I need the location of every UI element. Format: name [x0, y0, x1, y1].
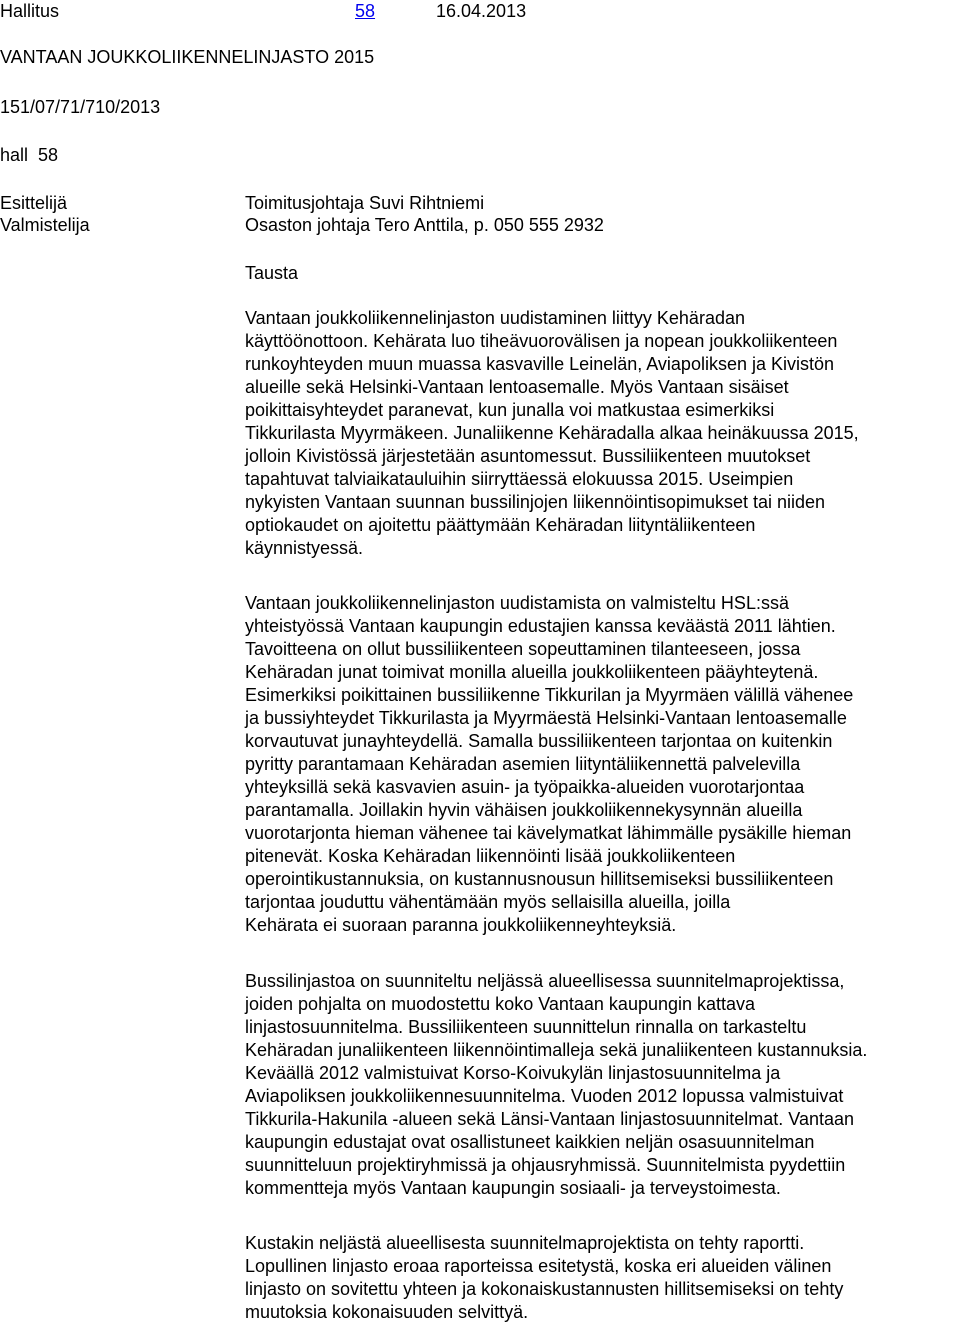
- paragraph-line: runkoyhteyden muun muassa kasvaville Leinelän, Aviapoliksen ja Kivistön: [245, 354, 835, 374]
- paragraph-line: Esimerkiksi poikittainen bussiliikenne Tikkurilan ja Myyrmäen välillä vähenee: [245, 685, 854, 705]
- paragraph-line: parantamalla. Joillakin hyvin vähäisen joukkoliikennekysynnän alueilla: [245, 800, 803, 820]
- paragraph-line: vuorotarjonta hieman vähenee tai kävelymatkat lähimmälle pysäkille hieman: [245, 823, 852, 843]
- paragraph-line: yhteyksillä sekä kasvavien asuin- ja työpaikka-alueiden vuorotarjontaa: [245, 777, 805, 797]
- paragraph-line: Tikkurila-Hakunila -alueen sekä Länsi-Vantaan linjastosuunnitelmat. Vantaan: [245, 1109, 855, 1129]
- preparer-label: Valmistelija: [0, 215, 90, 235]
- paragraph-line: korvautuvat junayhteydellä. Samalla bussiliikenteen tarjontaa on kuitenkin: [245, 731, 833, 751]
- paragraph-line: Keväällä 2012 valmistuivat Korso-Koivukylän linjastosuunnitelma ja: [245, 1063, 781, 1083]
- paragraph-line: Tavoitteena on ollut bussiliikenteen sopeuttaminen tilanteeseen, jossa: [245, 639, 801, 659]
- paragraph-line: Kehäradan junaliikenteen liikennöintimalleja sekä junaliikenteen kustannuksia.: [245, 1040, 868, 1060]
- paragraph-line: suunnitteluun projektiryhmissä ja ohjausryhmissä. Suunnitelmista pyydettiin: [245, 1155, 846, 1175]
- paragraph-line: Kehäradan junat toimivat monilla alueilla joukkoliikenteen pääyhteytenä.: [245, 662, 819, 682]
- paragraph-line: joiden pohjalta on muodostettu koko Vantaan kaupungin kattava: [245, 994, 756, 1014]
- paragraph-line: muutoksia kokonaisuuden selvittyä.: [245, 1302, 529, 1322]
- paragraph-line: Vantaan joukkoliikennelinjaston uudistamista on valmisteltu HSL:ssä: [245, 593, 789, 613]
- paragraph-line: Aviapoliksen joukkoliikennesuunnitelma. Vuoden 2012 lopussa valmistuivat: [245, 1086, 844, 1106]
- paragraph-line: operointikustannuksia, on kustannusnousun hillitsemiseksi bussiliikenteen: [245, 869, 834, 889]
- header-date: 16.04.2013: [436, 1, 527, 21]
- paragraph-line: jolloin Kivistössä järjestetään asuntomessut. Bussiliikenteen muutokset: [245, 446, 811, 466]
- paragraph-line: Kustakin neljästä alueellisesta suunnitelmaprojektista on tehty raportti.: [245, 1233, 805, 1253]
- paragraph-line: tarjontaa jouduttu vähentämään myös sellaisilla alueilla, joilla: [245, 892, 731, 912]
- section-number-link[interactable]: 58: [355, 1, 376, 21]
- paragraph-line: pitenevät. Koska Kehäradan liikennöinti lisää joukkoliikenteen: [245, 846, 736, 866]
- paragraph-line: käynnistyessä.: [245, 538, 364, 558]
- paragraph-line: nykyisten Vantaan suunnan bussilinjojen liikennöintisopimukset tai niiden: [245, 492, 826, 512]
- paragraph-line: kaupungin edustajat ovat osallistuneet kaikkien neljän osasuunnitelman: [245, 1132, 815, 1152]
- preparer-value: Osaston johtaja Tero Anttila, p. 050 555 2932: [245, 215, 604, 235]
- paragraph-line: pyritty parantamaan Kehäradan asemien liityntäliikennettä palvelevilla: [245, 754, 801, 774]
- paragraph-line: käyttöönottoon. Kehärata luo tiheävuorovälisen ja nopean joukkoliikenteen: [245, 331, 838, 351]
- paragraph-line: Tikkurilasta Myyrmäkeen. Junaliikenne Kehäradalla alkaa heinäkuussa 2015,: [245, 423, 859, 443]
- header-body: Hallitus: [0, 1, 60, 21]
- reference: hall 58: [0, 145, 59, 165]
- paragraph-line: optiokaudet on ajoitettu päättymään Kehäradan liityntäliikenteen: [245, 515, 756, 535]
- paragraph-line: yhteistyössä Vantaan kaupungin edustajien kanssa keväästä 2011 lähtien.: [245, 616, 836, 636]
- paragraph-line: kommentteja myös Vantaan kaupungin sosiaali- ja terveystoimesta.: [245, 1178, 781, 1198]
- case-number: 151/07/71/710/2013: [0, 97, 161, 117]
- paragraph-line: Bussilinjastoa on suunniteltu neljässä alueellisessa suunnitelmaprojektissa,: [245, 971, 845, 991]
- paragraph-line: ja bussiyhteydet Tikkurilasta ja Myyrmäestä Helsinki-Vantaan lentoasemalle: [245, 708, 847, 728]
- paragraph-line: Vantaan joukkoliikennelinjaston uudistaminen liittyy Kehäradan: [245, 308, 745, 328]
- paragraph-line: alueille sekä Helsinki-Vantaan lentoasemalle. Myös Vantaan sisäiset: [245, 377, 789, 397]
- section-heading: Tausta: [245, 263, 299, 283]
- paragraph-line: linjasto on sovitettu yhteen ja kokonaiskustannusten hillitsemiseksi on tehty: [245, 1279, 844, 1299]
- paragraph-line: tapahtuvat talviaikatauluihin siirryttäessä elokuussa 2015. Useimpien: [245, 469, 794, 489]
- presenter-value: Toimitusjohtaja Suvi Rihtniemi: [245, 193, 485, 213]
- paragraph-line: Lopullinen linjasto eroaa raporteissa esitetystä, koska eri alueiden välinen: [245, 1256, 832, 1276]
- paragraph-line: Kehärata ei suoraan paranna joukkoliikenneyhteyksiä.: [245, 915, 677, 935]
- paragraph-line: linjastosuunnitelma. Bussiliikenteen suunnittelun rinnalla on tarkasteltu: [245, 1017, 807, 1037]
- presenter-label: Esittelijä: [0, 193, 68, 213]
- paragraph-line: poikittaisyhteydet paranevat, kun junalla voi matkustaa esimerkiksi: [245, 400, 775, 420]
- document-title: VANTAAN JOUKKOLIIKENNELINJASTO 2015: [0, 47, 375, 67]
